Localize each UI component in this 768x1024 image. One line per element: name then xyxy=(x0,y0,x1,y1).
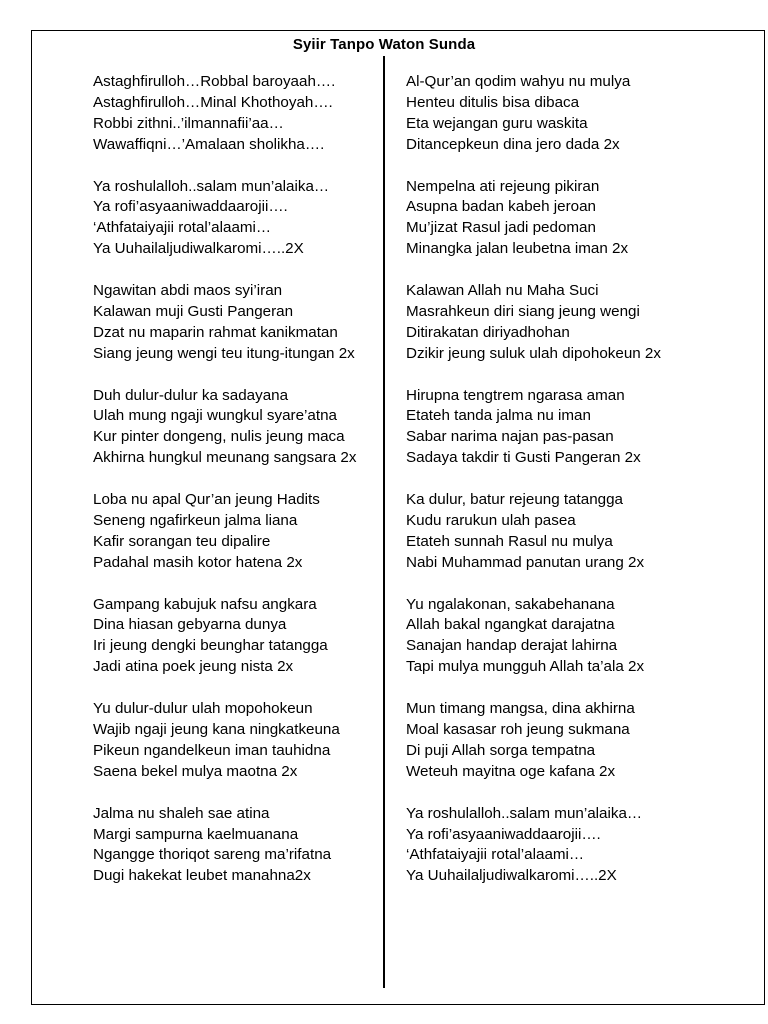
verse-line: Dugi hakekat leubet manahna2x xyxy=(93,867,311,885)
stanza xyxy=(406,490,706,574)
stanza xyxy=(93,490,375,574)
verse-line: Allah bakal ngangkat darajatna xyxy=(406,616,615,634)
verse-line: Ya Uuhailaljudiwalkaromi…..2X xyxy=(406,867,617,885)
verse-line: Duh dulur-dulur ka sadayana xyxy=(93,386,289,404)
verse-line: Kafir sorangan teu dipalire xyxy=(93,532,271,550)
verse-line: Henteu ditulis bisa dibaca xyxy=(406,93,580,111)
stanza xyxy=(93,386,375,470)
verse-line: Saena bekel mulya maotna 2x xyxy=(93,762,298,780)
verse-line: Robbi zithni..’ilmannafii’aa… xyxy=(93,114,284,132)
verse-line: Jalma nu shaleh sae atina xyxy=(93,804,270,822)
stanza xyxy=(406,177,706,261)
verse-line: Ditirakatan diriyadhohan xyxy=(406,323,570,341)
verse-line: Dzat nu maparin rahmat kanikmatan xyxy=(93,323,338,341)
verse-line: Mu’jizat Rasul jadi pedoman xyxy=(406,219,596,237)
verse-line: Tapi mulya mungguh Allah ta’ala 2x xyxy=(406,658,645,676)
verse-line: Sadaya takdir ti Gusti Pangeran 2x xyxy=(406,449,641,467)
verse-line: Ka dulur, batur rejeung tatangga xyxy=(406,491,624,509)
verse-line: Ya rofi’asyaaniwaddaarojii…. xyxy=(93,198,288,216)
verse-line: Masrahkeun diri siang jeung wengi xyxy=(406,302,640,320)
stanza xyxy=(406,386,706,470)
verse-line: Iri jeung dengki beunghar tatangga xyxy=(93,637,328,655)
verse-line: Al-Qur’an qodim wahyu nu mulya xyxy=(406,73,631,90)
verse-line: Hirupna tengtrem ngarasa aman xyxy=(406,386,625,404)
verse-line: Nabi Muhammad panutan urang 2x xyxy=(406,553,645,571)
verse-line: Weteuh mayitna oge kafana 2x xyxy=(406,762,616,780)
verse-line: Ngangge thoriqot sareng ma’rifatna xyxy=(93,846,332,864)
page-title: Syiir Tanpo Waton Sunda xyxy=(292,36,476,53)
verse-line: Sanajan handap derajat lahirna xyxy=(406,637,618,655)
verse-line: Eta wejangan guru waskita xyxy=(406,114,588,132)
verse-line: ‘Athfataiyajii rotal’alaami… xyxy=(406,846,585,864)
stanza xyxy=(93,699,375,783)
verse-line: Loba nu apal Qur’an jeung Hadits xyxy=(93,491,320,509)
verse-line: Mun timang mangsa, dina akhirna xyxy=(406,700,635,718)
verse-line: Di puji Allah sorga tempatna xyxy=(406,741,596,759)
verse-line: Etateh sunnah Rasul nu mulya xyxy=(406,532,613,550)
verse-line: Ya roshulalloh..salam mun’alaika… xyxy=(406,804,643,822)
stanza xyxy=(406,595,706,679)
column-divider xyxy=(383,56,385,988)
verse-line: Ditancepkeun dina jero dada 2x xyxy=(406,135,620,153)
verse-line: Siang jeung wengi teu itung-itungan 2x xyxy=(93,344,355,362)
stanza xyxy=(93,72,375,156)
left-column xyxy=(93,72,375,908)
verse-line: Seneng ngafirkeun jalma liana xyxy=(93,511,298,529)
verse-line: Gampang kabujuk nafsu angkara xyxy=(93,595,317,613)
verse-line: Kur pinter dongeng, nulis jeung maca xyxy=(93,428,345,446)
verse-line: Kalawan Allah nu Maha Suci xyxy=(406,282,599,300)
verse-line: Ulah mung ngaji wungkul syare’atna xyxy=(93,407,337,425)
verse-line: Nempelna ati rejeung pikiran xyxy=(406,177,600,195)
verse-line: Kalawan muji Gusti Pangeran xyxy=(93,302,294,320)
verse-line: Yu dulur-dulur ulah mopohokeun xyxy=(93,700,313,718)
verse-line: Ya Uuhailaljudiwalkaromi…..2X xyxy=(93,240,304,258)
verse-line: Asupna badan kabeh jeroan xyxy=(406,198,596,216)
verse-line: Minangka jalan leubetna iman 2x xyxy=(406,240,629,258)
stanza xyxy=(93,177,375,261)
stanza xyxy=(93,595,375,679)
verse-line: Moal kasasar roh jeung sukmana xyxy=(406,721,630,738)
verse-line: Dina hiasan gebyarna dunya xyxy=(93,616,287,634)
verse-line: Etateh tanda jalma nu iman xyxy=(406,407,591,425)
verse-line: Astaghfirulloh…Robbal baroyaah…. xyxy=(93,73,336,90)
verse-line: Sabar narima najan pas-pasan xyxy=(406,428,614,446)
verse-line: Astaghfirulloh…Minal Khothoyah…. xyxy=(93,93,333,111)
stanza xyxy=(93,804,375,888)
verse-line: Kudu rarukun ulah pasea xyxy=(406,511,576,529)
verse-line: Ngawitan abdi maos syi’iran xyxy=(93,282,283,300)
stanza xyxy=(406,72,706,156)
verse-line: Yu ngalakonan, sakabehanana xyxy=(406,595,615,613)
verse-line: Jadi atina poek jeung nista 2x xyxy=(93,658,294,676)
verse-line: ‘Athfataiyajii rotal’alaami… xyxy=(93,219,272,237)
verse-line: Wajib ngaji jeung kana ningkatkeuna xyxy=(93,721,340,738)
verse-line: Pikeun ngandelkeun iman tauhidna xyxy=(93,741,331,759)
stanza xyxy=(406,699,706,783)
right-column xyxy=(406,72,706,908)
verse-line: Akhirna hungkul meunang sangsara 2x xyxy=(93,449,357,467)
verse-line: Dzikir jeung suluk ulah dipohokeun 2x xyxy=(406,344,661,362)
stanza xyxy=(406,804,706,888)
verse-line: Padahal masih kotor hatena 2x xyxy=(93,553,303,571)
verse-line: Ya roshulalloh..salam mun’alaika… xyxy=(93,177,330,195)
stanza xyxy=(406,281,706,365)
verse-line: Wawaffiqni…’Amalaan sholikha…. xyxy=(93,135,325,153)
verse-line: Ya rofi’asyaaniwaddaarojii…. xyxy=(406,825,601,843)
verse-line: Margi sampurna kaelmuanana xyxy=(93,825,299,843)
stanza xyxy=(93,281,375,365)
